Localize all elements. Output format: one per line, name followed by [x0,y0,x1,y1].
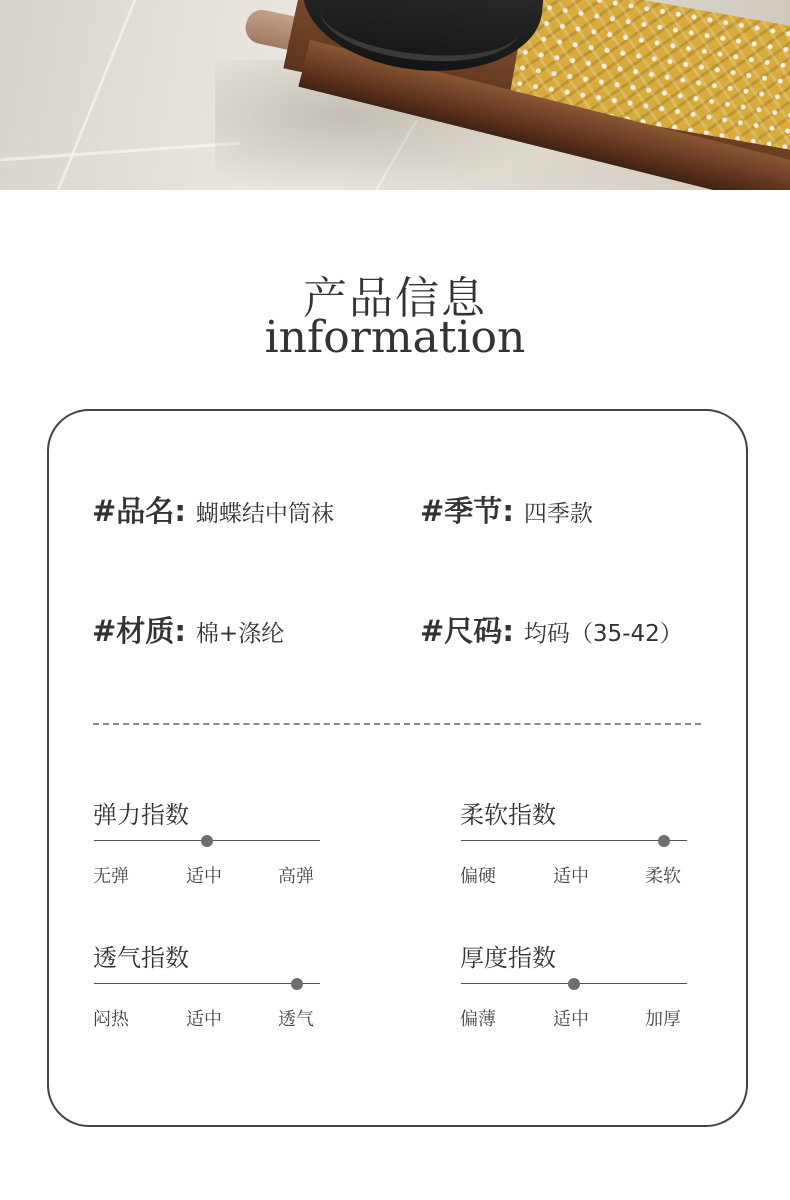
dashed-divider [93,723,701,725]
gauge-label-mid: 适中 [186,1009,222,1030]
gauge-label-high: 加厚 [645,1009,681,1030]
info-colon: : [502,614,514,648]
product-photo [0,0,790,190]
gauge-indicator [201,835,213,847]
info-size [420,609,683,650]
gauge-label-low: 无弹 [93,866,129,887]
info-key: #尺码 [420,614,503,648]
section-title-cn: 产品信息 [303,273,487,324]
gauge-label-mid: 适中 [186,866,222,887]
section-title-en: information [264,312,526,363]
gauge-label-low: 闷热 [93,1009,129,1030]
info-material [92,609,284,650]
floor-tile-line [0,142,240,162]
info-product-name [92,489,334,530]
info-key: #材质 [92,614,175,648]
info-value: 四季款 [523,501,593,527]
info-value: 蝴蝶结中筒袜 [195,501,334,527]
gauge-label-high: 透气 [278,1009,314,1030]
info-value: 棉+涤纶 [195,621,285,647]
gauge-label-high: 高弹 [278,866,314,887]
gauge-label-mid: 适中 [553,1009,589,1030]
gauge-label-mid: 适中 [553,866,589,887]
gauge-indicator [568,978,580,990]
gauge-title: 弹力指数 [93,801,189,829]
gauge-track [461,840,687,841]
info-season [420,489,593,530]
gauge-title: 透气指数 [93,944,189,972]
info-colon: : [174,614,186,648]
info-colon: : [174,494,186,528]
gauge-label-high: 柔软 [645,866,681,887]
info-value: 均码（35-42） [523,621,683,647]
floor-tile-line [57,0,137,190]
info-key: #季节 [420,494,503,528]
gauge-title: 厚度指数 [460,944,556,972]
gauge-title: 柔软指数 [460,801,556,829]
info-colon: : [502,494,514,528]
gauge-label-low: 偏硬 [460,866,496,887]
info-key: #品名 [92,494,175,528]
gauge-label-low: 偏薄 [460,1009,496,1030]
gauge-track [94,983,320,984]
